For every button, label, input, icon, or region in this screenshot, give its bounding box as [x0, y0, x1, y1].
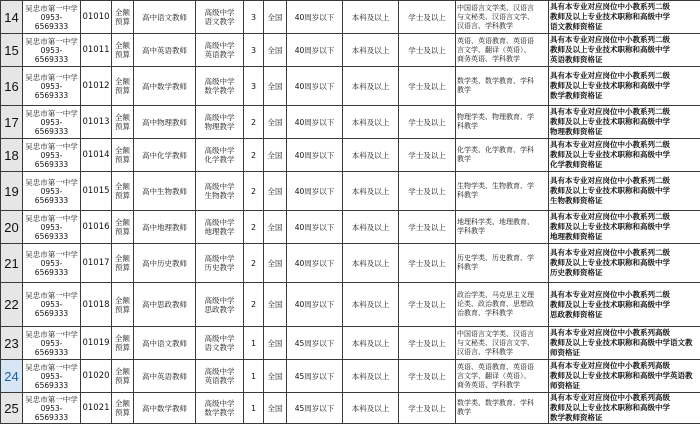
employer-cell[interactable]: 吴忠市第一中学 0953-6569333 — [23, 244, 81, 283]
scope-cell[interactable]: 全国 — [264, 327, 287, 360]
funding-cell[interactable]: 全额 预算 — [112, 34, 134, 67]
requirements-cell[interactable]: 具有本专业对应岗位中小教系列二级 教师及以上专业技术职称和高级中学 生物教师资格证 — [549, 172, 700, 211]
age-limit-cell[interactable]: 40周岁以下 — [287, 211, 343, 244]
row-header[interactable]: 24 — [1, 360, 23, 393]
position-name-cell[interactable]: 高中物理教师 — [134, 106, 196, 139]
requirements-cell[interactable]: 具有本专业对应岗位中小教系列二级 教师及以上专业技术职称和高级中学 思政教师资格证 — [549, 283, 700, 327]
row-header[interactable]: 25 — [1, 393, 23, 424]
position-code-cell[interactable]: 01015 — [81, 172, 112, 211]
degree-cell[interactable]: 学士及以上 — [399, 67, 456, 106]
headcount-cell[interactable]: 3 — [244, 67, 264, 106]
position-category-cell[interactable]: 高级中学 生物教学 — [196, 172, 244, 211]
degree-cell[interactable]: 学士及以上 — [399, 139, 456, 172]
funding-cell[interactable]: 全额 预算 — [112, 139, 134, 172]
major-cell[interactable]: 中国语言文学类、汉语言 与文秘类、汉语言文学、 汉语言、学科教学 — [456, 1, 549, 34]
row-header[interactable]: 17 — [1, 106, 23, 139]
position-category-cell[interactable]: 高级中学 思政教学 — [196, 283, 244, 327]
degree-cell[interactable]: 学士及以上 — [399, 327, 456, 360]
headcount-cell[interactable]: 1 — [244, 360, 264, 393]
education-cell[interactable]: 本科及以上 — [343, 283, 399, 327]
position-category-cell[interactable]: 高级中学 语文教学 — [196, 327, 244, 360]
education-cell[interactable]: 本科及以上 — [343, 1, 399, 34]
row-header[interactable]: 22 — [1, 283, 23, 327]
funding-cell[interactable]: 全额 预算 — [112, 172, 134, 211]
scope-cell[interactable]: 全国 — [264, 1, 287, 34]
age-limit-cell[interactable]: 40周岁以下 — [287, 172, 343, 211]
table-row — [1, 283, 700, 327]
scope-cell[interactable]: 全国 — [264, 67, 287, 106]
position-category-cell[interactable]: 高级中学 数学教学 — [196, 67, 244, 106]
position-category-cell[interactable]: 高级中学 语文教学 — [196, 1, 244, 34]
position-name-cell[interactable]: 高中思政教师 — [134, 283, 196, 327]
education-cell[interactable]: 本科及以上 — [343, 106, 399, 139]
major-cell[interactable]: 生物学类、生物教育、学 科教学 — [456, 172, 549, 211]
degree-cell[interactable]: 学士及以上 — [399, 106, 456, 139]
table-row — [1, 211, 700, 244]
degree-cell[interactable]: 学士及以上 — [399, 360, 456, 393]
education-cell[interactable]: 本科及以上 — [343, 172, 399, 211]
table-row — [1, 139, 700, 172]
position-code-cell[interactable]: 01019 — [81, 327, 112, 360]
funding-cell[interactable]: 全额 预算 — [112, 393, 134, 424]
position-category-cell[interactable]: 高级中学 物理教学 — [196, 106, 244, 139]
funding-cell[interactable]: 全额 预算 — [112, 360, 134, 393]
headcount-cell[interactable]: 2 — [244, 139, 264, 172]
row-header[interactable]: 15 — [1, 34, 23, 67]
major-cell[interactable]: 英语、英语教育、英语语 言文学、翻译（英语）、 商务英语、学科教学 — [456, 360, 549, 393]
position-code-cell[interactable]: 01014 — [81, 139, 112, 172]
education-cell[interactable]: 本科及以上 — [343, 360, 399, 393]
funding-cell[interactable]: 全额 预算 — [112, 1, 134, 34]
table-row — [1, 106, 700, 139]
major-cell[interactable]: 地理科学类、地理教育、 学科教学 — [456, 211, 549, 244]
degree-cell[interactable]: 学士及以上 — [399, 1, 456, 34]
degree-cell[interactable]: 学士及以上 — [399, 244, 456, 283]
employer-cell[interactable]: 吴忠市第一中学 0953-6569333 — [23, 106, 81, 139]
age-limit-cell[interactable]: 45周岁以下 — [287, 393, 343, 424]
headcount-cell[interactable]: 1 — [244, 393, 264, 424]
age-limit-cell[interactable]: 40周岁以下 — [287, 106, 343, 139]
position-category-cell[interactable]: 高级中学 历史教学 — [196, 244, 244, 283]
requirements-cell[interactable]: 具有本专业对应岗位中小教系列二级 教师及以上专业技术职称和高级中学 语文教师资格证 — [549, 1, 700, 34]
table-row — [1, 393, 700, 424]
age-limit-cell[interactable]: 40周岁以下 — [287, 34, 343, 67]
scope-cell[interactable]: 全国 — [264, 34, 287, 67]
headcount-cell[interactable]: 1 — [244, 327, 264, 360]
row-header[interactable]: 20 — [1, 211, 23, 244]
position-name-cell[interactable]: 高中语文教师 — [134, 1, 196, 34]
headcount-cell[interactable]: 3 — [244, 1, 264, 34]
requirements-cell[interactable]: 具有本专业对应岗位中小教系列高级 教师及以上专业技术职称和高级中学语文教 师资格证 — [549, 327, 700, 360]
major-cell[interactable]: 数学类、数学教育、学科 教学 — [456, 67, 549, 106]
position-name-cell[interactable]: 高中化学教师 — [134, 139, 196, 172]
position-code-cell[interactable]: 01017 — [81, 244, 112, 283]
scope-cell[interactable]: 全国 — [264, 172, 287, 211]
position-code-cell[interactable]: 01012 — [81, 67, 112, 106]
funding-cell[interactable]: 全额 预算 — [112, 327, 134, 360]
table-row — [1, 172, 700, 211]
employer-cell[interactable]: 吴忠市第一中学 0953-6569333 — [23, 1, 81, 34]
requirements-cell[interactable]: 具有本专业对应岗位中小教系列二级 教师及以上专业技术职称和高级中学 英语教师资格证 — [549, 34, 700, 67]
age-limit-cell[interactable]: 40周岁以下 — [287, 244, 343, 283]
requirements-cell[interactable]: 具有本专业对应岗位中小教系列二级 教师及以上专业技术职称和高级中学 历史教师资格证 — [549, 244, 700, 283]
requirements-cell[interactable]: 具有本专业对应岗位中小教系列二级 教师及以上专业技术职称和高级中学 物理教师资格证 — [549, 106, 700, 139]
funding-cell[interactable]: 全额 预算 — [112, 244, 134, 283]
employer-cell[interactable]: 吴忠市第一中学 0953-6569333 — [23, 67, 81, 106]
position-name-cell[interactable]: 高中生物教师 — [134, 172, 196, 211]
position-name-cell[interactable]: 高中英语教师 — [134, 34, 196, 67]
employer-cell[interactable]: 吴忠市第一中学 0953-6569333 — [23, 393, 81, 424]
position-code-cell[interactable]: 01018 — [81, 283, 112, 327]
major-cell[interactable]: 数学类、数学教育、学科 教学 — [456, 393, 549, 424]
education-cell[interactable]: 本科及以上 — [343, 67, 399, 106]
headcount-cell[interactable]: 2 — [244, 283, 264, 327]
requirements-cell[interactable]: 具有本专业对应岗位中小教系列二级 教师及以上专业技术职称和高级中学 化学教师资格证 — [549, 139, 700, 172]
position-code-cell[interactable]: 01020 — [81, 360, 112, 393]
major-cell[interactable]: 中国语言文学类、汉语言 与文秘类、汉语言文学、 汉语言、学科教学 — [456, 327, 549, 360]
position-name-cell[interactable]: 高中语文教师 — [134, 327, 196, 360]
requirements-cell[interactable]: 具有本专业对应岗位中小教系列高级 教师及以上专业技术职称和高级中学英语教 师资格证 — [549, 360, 700, 393]
education-cell[interactable]: 本科及以上 — [343, 34, 399, 67]
employer-cell[interactable]: 吴忠市第一中学 0953-6569333 — [23, 139, 81, 172]
major-cell[interactable]: 物理学类、物理教育、学 科教学 — [456, 106, 549, 139]
degree-cell[interactable]: 学士及以上 — [399, 172, 456, 211]
position-name-cell[interactable]: 高中数学教师 — [134, 67, 196, 106]
scope-cell[interactable]: 全国 — [264, 106, 287, 139]
position-name-cell[interactable]: 高中英语教师 — [134, 360, 196, 393]
employer-cell[interactable]: 吴忠市第一中学 0953-6569333 — [23, 172, 81, 211]
age-limit-cell[interactable]: 40周岁以下 — [287, 139, 343, 172]
headcount-cell[interactable]: 3 — [244, 34, 264, 67]
position-code-cell[interactable]: 01013 — [81, 106, 112, 139]
employer-cell[interactable]: 吴忠市第一中学 0953-6569333 — [23, 360, 81, 393]
table-row — [1, 1, 700, 34]
education-cell[interactable]: 本科及以上 — [343, 244, 399, 283]
row-header[interactable]: 23 — [1, 327, 23, 360]
row-header[interactable]: 16 — [1, 67, 23, 106]
position-code-cell[interactable]: 01011 — [81, 34, 112, 67]
education-cell[interactable]: 本科及以上 — [343, 139, 399, 172]
table-row — [1, 244, 700, 283]
position-name-cell[interactable]: 高中地理教师 — [134, 211, 196, 244]
age-limit-cell[interactable]: 40周岁以下 — [287, 1, 343, 34]
age-limit-cell[interactable]: 45周岁以下 — [287, 327, 343, 360]
position-code-cell[interactable]: 01010 — [81, 1, 112, 34]
position-category-cell[interactable]: 高级中学 地理教学 — [196, 211, 244, 244]
position-category-cell[interactable]: 高级中学 化学教学 — [196, 139, 244, 172]
funding-cell[interactable]: 全额 预算 — [112, 211, 134, 244]
major-cell[interactable]: 化学类、化学教育、学科 教学 — [456, 139, 549, 172]
position-code-cell[interactable]: 01016 — [81, 211, 112, 244]
employer-cell[interactable]: 吴忠市第一中学 0953-6569333 — [23, 211, 81, 244]
major-cell[interactable]: 政治学类、马克思主义理 论类、政治教育、思想政 治教育、学科教学 — [456, 283, 549, 327]
scope-cell[interactable]: 全国 — [264, 139, 287, 172]
position-category-cell[interactable]: 高级中学 英语教学 — [196, 360, 244, 393]
scope-cell[interactable]: 全国 — [264, 211, 287, 244]
headcount-cell[interactable]: 2 — [244, 211, 264, 244]
education-cell[interactable]: 本科及以上 — [343, 211, 399, 244]
employer-cell[interactable]: 吴忠市第一中学 0953-6569333 — [23, 283, 81, 327]
education-cell[interactable]: 本科及以上 — [343, 393, 399, 424]
employer-cell[interactable]: 吴忠市第一中学 0953-6569333 — [23, 34, 81, 67]
requirements-cell[interactable]: 具有本专业对应岗位中小教系列高级 教师及以上专业技术职称和高级中学 数学教师资格证 — [549, 393, 700, 424]
position-code-cell[interactable]: 01021 — [81, 393, 112, 424]
degree-cell[interactable]: 学士及以上 — [399, 34, 456, 67]
requirements-cell[interactable]: 具有本专业对应岗位中小教系列二级 教师及以上专业技术职称和高级中学 数学教师资格证 — [549, 67, 700, 106]
age-limit-cell[interactable]: 40周岁以下 — [287, 283, 343, 327]
table-row — [1, 327, 700, 360]
scope-cell[interactable]: 全国 — [264, 393, 287, 424]
table-row — [1, 67, 700, 106]
education-cell[interactable]: 本科及以上 — [343, 327, 399, 360]
degree-cell[interactable]: 学士及以上 — [399, 211, 456, 244]
major-cell[interactable]: 历史学类、历史教育、学 科教学 — [456, 244, 549, 283]
employer-cell[interactable]: 吴忠市第一中学 0953-6569333 — [23, 327, 81, 360]
position-category-cell[interactable]: 高级中学 英语教学 — [196, 34, 244, 67]
row-header[interactable]: 21 — [1, 244, 23, 283]
degree-cell[interactable]: 学士及以上 — [399, 393, 456, 424]
requirements-cell[interactable]: 具有本专业对应岗位中小教系列二级 教师及以上专业技术职称和高级中学 地理教师资格证 — [549, 211, 700, 244]
row-header[interactable]: 19 — [1, 172, 23, 211]
position-category-cell[interactable]: 高级中学 数学教学 — [196, 393, 244, 424]
funding-cell[interactable]: 全额 预算 — [112, 67, 134, 106]
major-cell[interactable]: 英语、英语教育、英语语 言文学、翻译（英语）、 商务英语、学科教学 — [456, 34, 549, 67]
row-header[interactable]: 14 — [1, 1, 23, 34]
funding-cell[interactable]: 全额 预算 — [112, 106, 134, 139]
scope-cell[interactable]: 全国 — [264, 283, 287, 327]
headcount-cell[interactable]: 2 — [244, 172, 264, 211]
table-row — [1, 34, 700, 67]
age-limit-cell[interactable]: 45周岁以下 — [287, 360, 343, 393]
headcount-cell[interactable]: 2 — [244, 106, 264, 139]
table-row — [1, 360, 700, 393]
position-name-cell[interactable]: 高中历史教师 — [134, 244, 196, 283]
scope-cell[interactable]: 全国 — [264, 360, 287, 393]
row-header[interactable]: 18 — [1, 139, 23, 172]
headcount-cell[interactable]: 2 — [244, 244, 264, 283]
position-name-cell[interactable]: 高中数学教师 — [134, 393, 196, 424]
age-limit-cell[interactable]: 40周岁以下 — [287, 67, 343, 106]
funding-cell[interactable]: 全额 预算 — [112, 283, 134, 327]
degree-cell[interactable]: 学士及以上 — [399, 283, 456, 327]
scope-cell[interactable]: 全国 — [264, 244, 287, 283]
